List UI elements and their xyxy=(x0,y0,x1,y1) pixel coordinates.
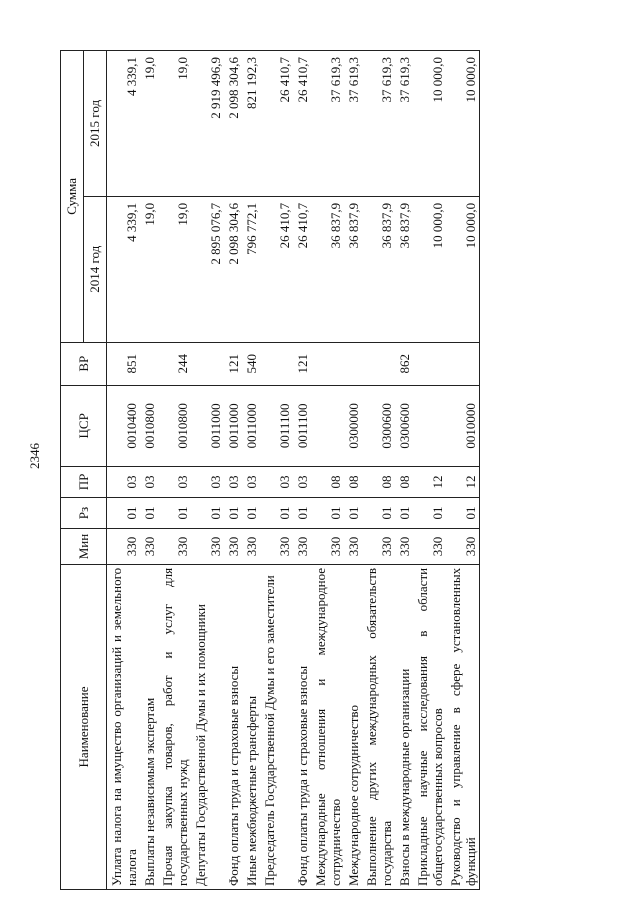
budget-table-sheet xyxy=(60,50,570,890)
header-2014: 2014 год xyxy=(84,196,107,342)
header-2015: 2015 год xyxy=(84,51,107,197)
row-min: 330 xyxy=(413,529,446,565)
row-rz: 01 xyxy=(140,498,158,529)
row-vr xyxy=(413,342,446,385)
table-row xyxy=(191,51,224,890)
header-rz: Рз xyxy=(61,498,107,529)
row-rz: 01 xyxy=(293,498,311,529)
row-pr: 03 xyxy=(242,466,260,497)
row-sum-2015: 26 410,7 xyxy=(293,51,311,197)
row-sum-2015: 37 619,3 xyxy=(344,51,362,197)
row-sum-2014: 36 837,9 xyxy=(395,196,413,342)
table-row xyxy=(395,51,413,890)
table-row xyxy=(344,51,362,890)
row-pr: 08 xyxy=(344,466,362,497)
row-rz: 01 xyxy=(191,498,224,529)
row-sum-2014: 2 098 304,6 xyxy=(224,196,242,342)
row-csr: 0010400 xyxy=(107,385,141,466)
row-pr: 12 xyxy=(413,466,446,497)
row-sum-2014: 10 000,0 xyxy=(446,196,480,342)
row-csr: 0010000 xyxy=(446,385,480,466)
table-row xyxy=(224,51,242,890)
row-vr xyxy=(446,342,480,385)
row-sum-2014: 26 410,7 xyxy=(293,196,311,342)
row-rz: 01 xyxy=(362,498,395,529)
row-pr: 08 xyxy=(311,466,344,497)
row-rz: 01 xyxy=(446,498,480,529)
row-vr: 121 xyxy=(224,342,242,385)
row-rz: 01 xyxy=(260,498,293,529)
row-name: Выполнение других международных обязательств государства xyxy=(362,564,395,889)
row-pr: 03 xyxy=(191,466,224,497)
row-pr: 03 xyxy=(260,466,293,497)
table-row xyxy=(140,51,158,890)
row-csr: 0010800 xyxy=(158,385,191,466)
row-sum-2015: 37 619,3 xyxy=(311,51,344,197)
row-name: Иные межбюджетные трансферты xyxy=(242,564,260,889)
row-rz: 01 xyxy=(413,498,446,529)
row-csr xyxy=(311,385,344,466)
row-name: Прочая закупка товаров, работ и услуг для государственных нужд xyxy=(158,564,191,889)
row-csr xyxy=(413,385,446,466)
row-sum-2014: 10 000,0 xyxy=(413,196,446,342)
header-pr: ПР xyxy=(61,466,107,497)
row-min: 330 xyxy=(446,529,480,565)
row-sum-2014: 36 837,9 xyxy=(362,196,395,342)
row-name: Председатель Государственной Думы и его заместители xyxy=(260,564,293,889)
row-sum-2014: 26 410,7 xyxy=(260,196,293,342)
row-min: 330 xyxy=(158,529,191,565)
row-sum-2015: 2 098 304,6 xyxy=(224,51,242,197)
row-min: 330 xyxy=(224,529,242,565)
row-vr: 851 xyxy=(107,342,141,385)
row-name: Прикладные научные исследования в области общегосударственных вопросов xyxy=(413,564,446,889)
row-vr: 540 xyxy=(242,342,260,385)
row-sum-2015: 2 919 496,9 xyxy=(191,51,224,197)
budget-table xyxy=(60,50,480,890)
row-vr xyxy=(191,342,224,385)
row-name: Фонд оплаты труда и страховые взносы xyxy=(224,564,242,889)
row-sum-2015: 26 410,7 xyxy=(260,51,293,197)
row-min: 330 xyxy=(242,529,260,565)
table-row xyxy=(311,51,344,890)
row-pr: 03 xyxy=(224,466,242,497)
row-sum-2014: 36 837,9 xyxy=(311,196,344,342)
table-row xyxy=(293,51,311,890)
row-name: Выплаты независимым экспертам xyxy=(140,564,158,889)
row-sum-2015: 37 619,3 xyxy=(362,51,395,197)
row-sum-2014: 36 837,9 xyxy=(344,196,362,342)
row-csr: 0011000 xyxy=(242,385,260,466)
row-name: Уплата налога на имущество организаций и земельного налога xyxy=(107,564,141,889)
row-pr: 03 xyxy=(107,466,141,497)
row-pr: 03 xyxy=(293,466,311,497)
row-csr: 0011000 xyxy=(191,385,224,466)
page-number-container xyxy=(22,8,42,913)
row-name: Взносы в международные организации xyxy=(395,564,413,889)
row-pr: 08 xyxy=(362,466,395,497)
row-rz: 01 xyxy=(107,498,141,529)
row-pr: 03 xyxy=(158,466,191,497)
row-csr: 0300600 xyxy=(395,385,413,466)
row-rz: 01 xyxy=(158,498,191,529)
row-csr: 0011100 xyxy=(260,385,293,466)
header-name: Наименование xyxy=(61,564,107,889)
table-row xyxy=(413,51,446,890)
row-min: 330 xyxy=(191,529,224,565)
header-min: Мин xyxy=(61,529,107,565)
row-min: 330 xyxy=(140,529,158,565)
row-rz: 01 xyxy=(224,498,242,529)
row-sum-2015: 4 339,1 xyxy=(107,51,141,197)
page-number: 2346 xyxy=(27,443,42,469)
row-min: 330 xyxy=(311,529,344,565)
row-sum-2014: 2 895 076,7 xyxy=(191,196,224,342)
table-row xyxy=(362,51,395,890)
row-sum-2014: 19,0 xyxy=(140,196,158,342)
row-rz: 01 xyxy=(395,498,413,529)
row-vr xyxy=(140,342,158,385)
row-sum-2015: 37 619,3 xyxy=(395,51,413,197)
row-vr xyxy=(362,342,395,385)
row-vr xyxy=(260,342,293,385)
table-row xyxy=(446,51,480,890)
header-csr: ЦСР xyxy=(61,385,107,466)
table-body xyxy=(107,51,480,890)
table-row xyxy=(260,51,293,890)
row-csr: 0300600 xyxy=(362,385,395,466)
row-pr: 03 xyxy=(140,466,158,497)
table-row xyxy=(242,51,260,890)
row-csr: 0011100 xyxy=(293,385,311,466)
row-sum-2014: 796 772,1 xyxy=(242,196,260,342)
row-vr xyxy=(311,342,344,385)
row-sum-2014: 19,0 xyxy=(158,196,191,342)
table-row xyxy=(158,51,191,890)
row-sum-2014: 4 339,1 xyxy=(107,196,141,342)
row-sum-2015: 821 192,3 xyxy=(242,51,260,197)
row-csr: 0010800 xyxy=(140,385,158,466)
row-csr: 0011000 xyxy=(224,385,242,466)
row-sum-2015: 10 000,0 xyxy=(446,51,480,197)
row-sum-2015: 19,0 xyxy=(158,51,191,197)
row-vr: 862 xyxy=(395,342,413,385)
row-sum-2015: 19,0 xyxy=(140,51,158,197)
row-name: Международные отношения и международное сотрудничество xyxy=(311,564,344,889)
row-rz: 01 xyxy=(344,498,362,529)
row-vr xyxy=(344,342,362,385)
row-pr: 12 xyxy=(446,466,480,497)
row-pr: 08 xyxy=(395,466,413,497)
row-vr: 244 xyxy=(158,342,191,385)
header-vr: ВР xyxy=(61,342,107,385)
row-min: 330 xyxy=(395,529,413,565)
row-min: 330 xyxy=(293,529,311,565)
row-csr: 0300000 xyxy=(344,385,362,466)
row-sum-2015: 10 000,0 xyxy=(413,51,446,197)
row-rz: 01 xyxy=(242,498,260,529)
row-min: 330 xyxy=(344,529,362,565)
row-min: 330 xyxy=(362,529,395,565)
row-min: 330 xyxy=(260,529,293,565)
row-name: Руководство и управление в сфере установленных функций xyxy=(446,564,480,889)
row-min: 330 xyxy=(107,529,141,565)
header-sum: Сумма xyxy=(61,51,84,343)
row-name: Международное сотрудничество xyxy=(344,564,362,889)
row-name: Депутаты Государственной Думы и их помощники xyxy=(191,564,224,889)
row-vr: 121 xyxy=(293,342,311,385)
row-name: Фонд оплаты труда и страховые взносы xyxy=(293,564,311,889)
table-row xyxy=(107,51,141,890)
row-rz: 01 xyxy=(311,498,344,529)
